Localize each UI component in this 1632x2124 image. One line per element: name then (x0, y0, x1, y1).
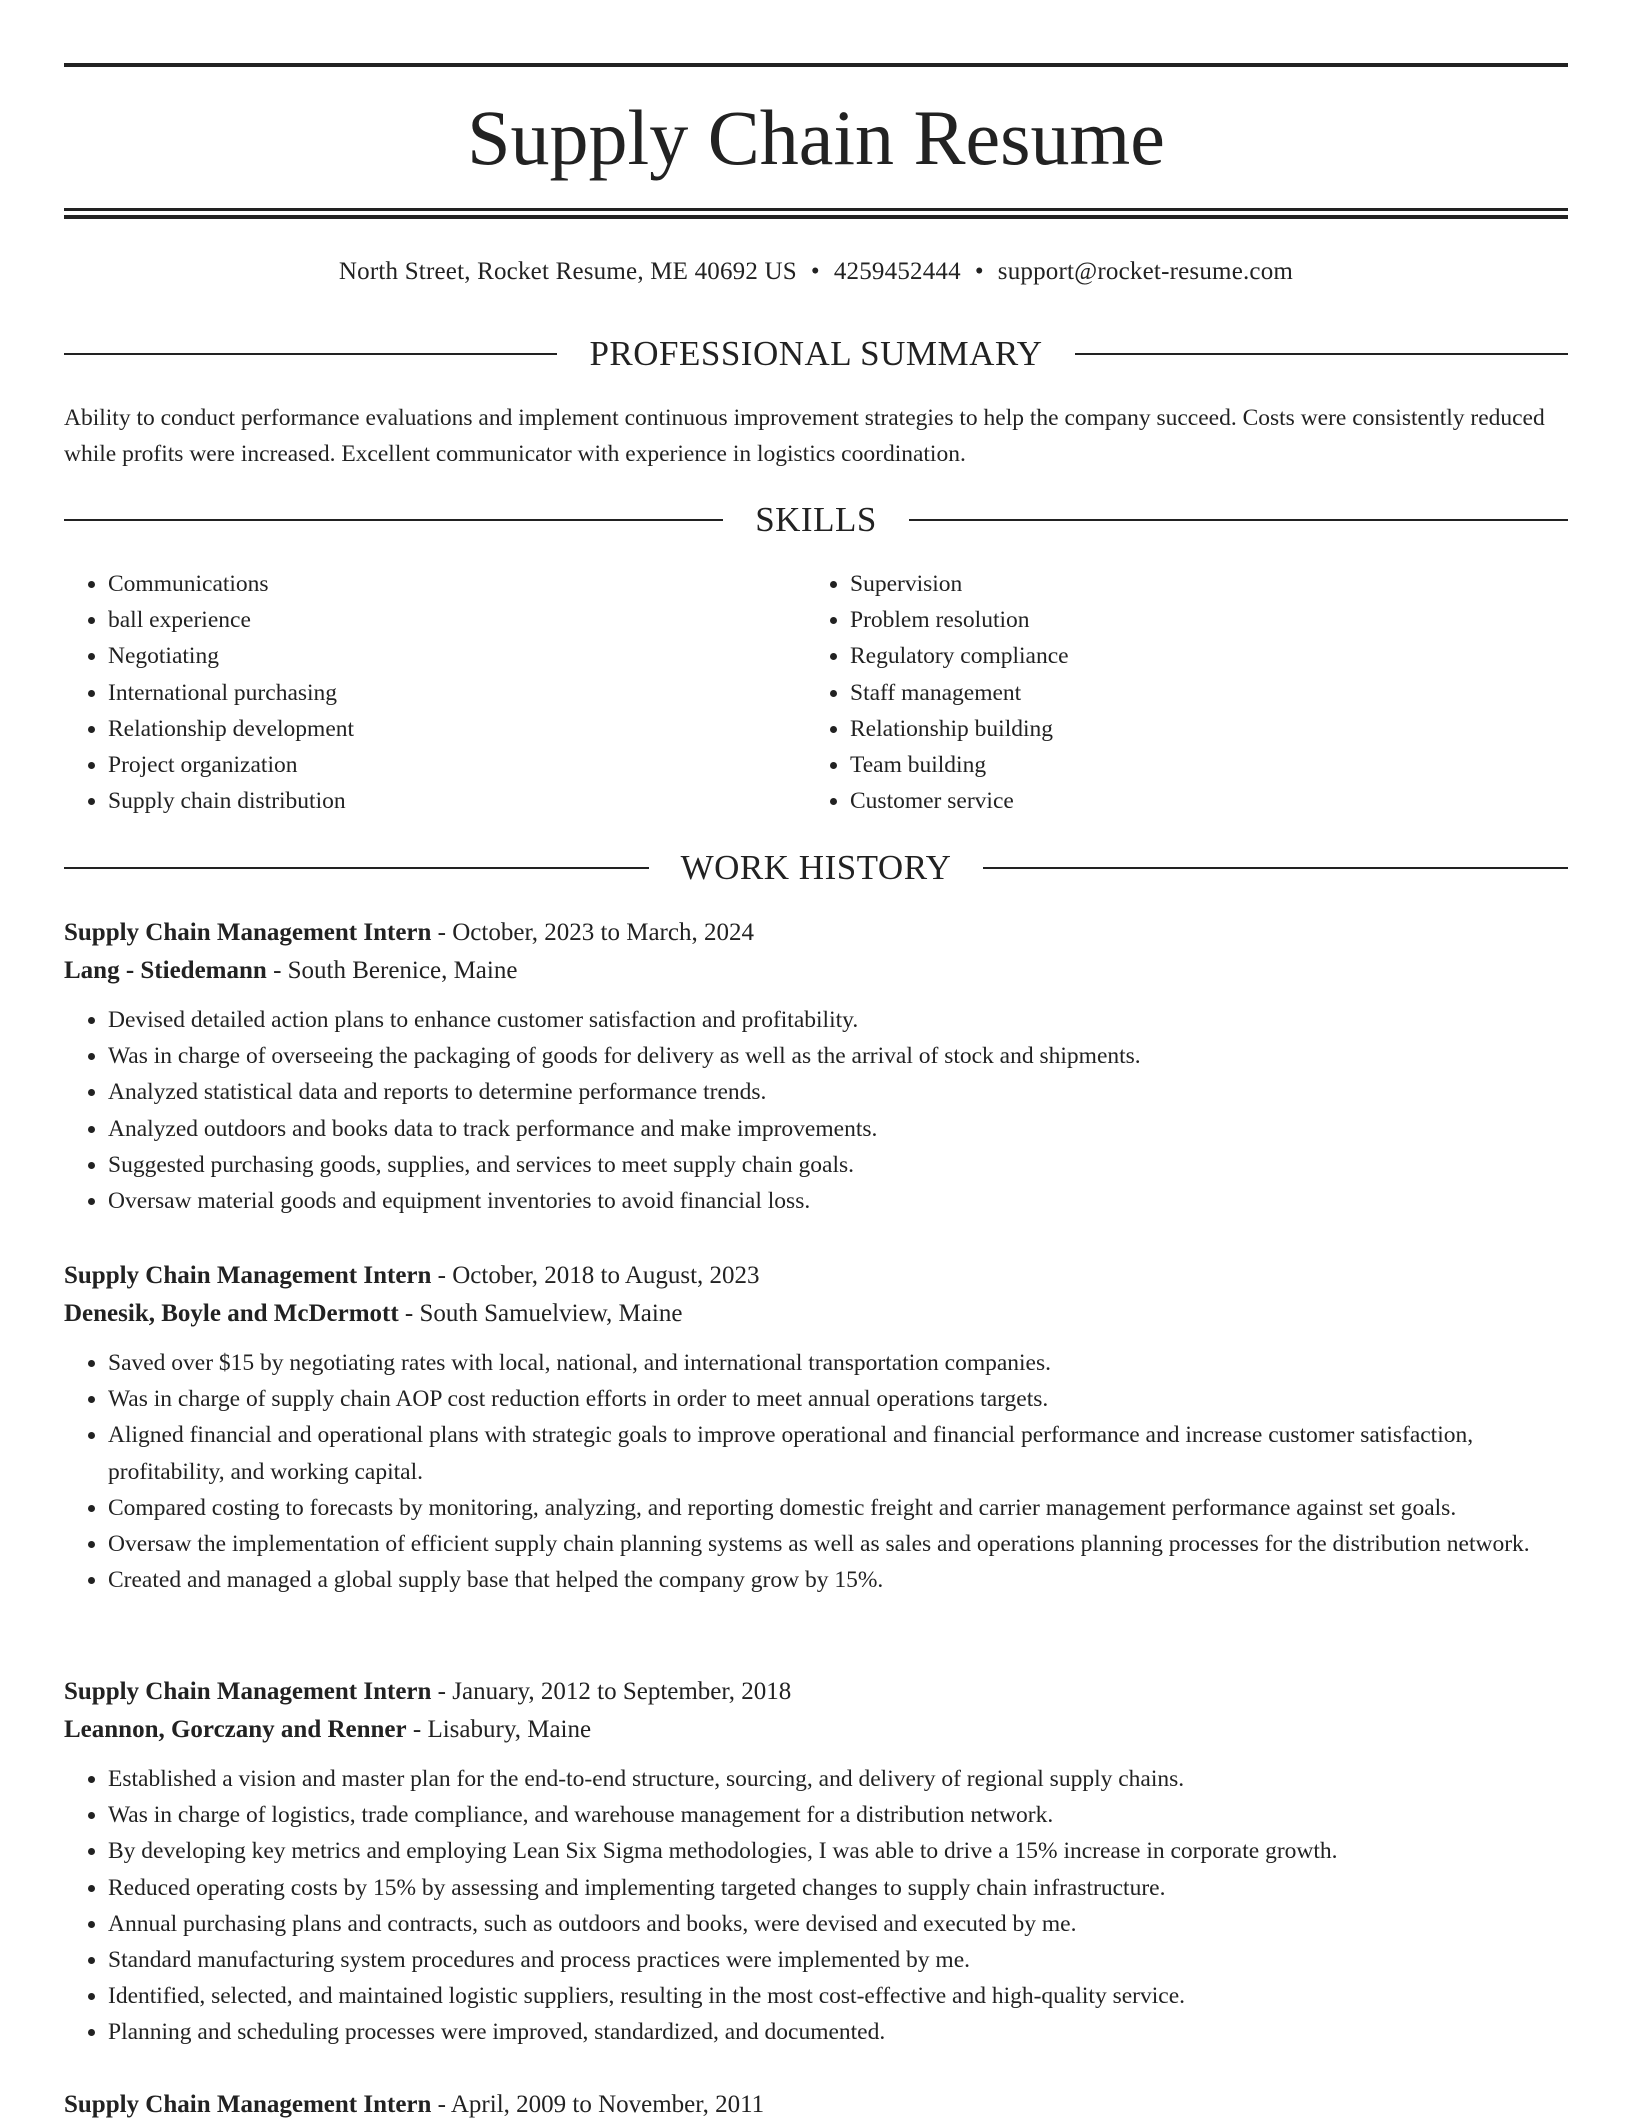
job-entry (64, 2086, 1568, 2124)
contact-separator: • (810, 258, 820, 285)
job-bullet: • Aligned financial and operational plans with strategic goals to improve operational and financial performance and increase customer satisfaction, profitability, and working capital. (108, 1417, 1568, 1489)
job-title: Supply Chain Management Intern (64, 1262, 432, 1289)
job-bullet: • Created and managed a global supply base that helped the company grow by 15%. (108, 1562, 1568, 1598)
job-company: Leannon, Gorczany and Renner (64, 1716, 407, 1743)
job-bullet: • Annual purchasing plans and contracts, such as outdoors and books, were devised and executed by me. (108, 1906, 1568, 1942)
job-bullet: • Established a vision and master plan for the end-to-end structure, sourcing, and delivery of regional supply chains. (108, 1761, 1568, 1797)
section-rule (983, 867, 1568, 869)
job-bullet: • Oversaw material goods and equipment inventories to avoid financial loss. (108, 1183, 1568, 1219)
job-company-line (64, 952, 1568, 990)
job-bullets (64, 1002, 1568, 1219)
contact-phone: 4259452444 (833, 258, 961, 285)
section-rule (64, 867, 649, 869)
section-heading-work-history (64, 846, 1568, 890)
job-company-line (64, 1711, 1568, 1749)
job-role-line (64, 2086, 1568, 2124)
job-title: Supply Chain Management Intern (64, 1678, 432, 1705)
job-bullet: • Compared costing to forecasts by monitoring, analyzing, and reporting domestic freight and carrier management performance against set goals. (108, 1490, 1568, 1526)
section-rule (909, 519, 1568, 521)
job-entry (64, 914, 1568, 1219)
job-entry (64, 1673, 1568, 2051)
job-location: - South Berenice, Maine (266, 957, 518, 984)
job-bullet: • Was in charge of logistics, trade compliance, and warehouse management for a distribution network. (108, 1797, 1568, 1833)
job-bullet: • Devised detailed action plans to enhance customer satisfaction and profitability. (108, 1002, 1568, 1038)
contact-address: North Street, Rocket Resume, ME 40692 US (338, 258, 797, 285)
section-heading-skills (64, 498, 1568, 542)
job-role-line (64, 1257, 1568, 1295)
job-company: Lang - Stiedemann (64, 957, 267, 984)
skills-column-right (806, 566, 1566, 819)
contact-separator: • (974, 258, 984, 285)
job-bullets (64, 1345, 1568, 1598)
job-bullet: • Saved over $15 by negotiating rates with local, national, and international transportation companies. (108, 1345, 1568, 1381)
job-title: Supply Chain Management Intern (64, 919, 432, 946)
skill-item: • Relationship building (850, 711, 1566, 747)
skill-item: • Relationship development (108, 711, 806, 747)
title-rule-lower (64, 215, 1568, 219)
job-bullet: • Planning and scheduling processes were improved, standardized, and documented. (108, 2014, 1568, 2050)
job-company: Denesik, Boyle and McDermott (64, 1300, 399, 1327)
job-location: - South Samuelview, Maine (398, 1300, 683, 1327)
job-bullet: • Was in charge of overseeing the packaging of goods for delivery as well as the arrival of stock and shipments. (108, 1038, 1568, 1074)
job-bullets (64, 1761, 1568, 2051)
skills-list (64, 566, 1568, 819)
job-bullet: • Was in charge of supply chain AOP cost reduction efforts in order to meet annual operations targets. (108, 1381, 1568, 1417)
skills-column-left (64, 566, 806, 819)
job-company-line (64, 1295, 1568, 1333)
section-title: SKILLS (755, 500, 877, 539)
contact-line (64, 254, 1568, 290)
skill-item: • Communications (108, 566, 806, 602)
section-rule (64, 353, 557, 355)
job-bullet: • By developing key metrics and employing Lean Six Sigma methodologies, I was able to drive a 15% increase in corporate growth. (108, 1833, 1568, 1869)
job-title: Supply Chain Management Intern (64, 2091, 432, 2118)
skill-item: • ball experience (108, 602, 806, 638)
summary-text: Ability to conduct performance evaluations and implement continuous improvement strategies to help the company succeed. Costs were consistently reduced while profits were increased. Excellent communicator with experience in logistics coordination. (64, 405, 1545, 467)
job-entry (64, 1257, 1568, 1598)
contact-email: support@rocket-resume.com (997, 258, 1294, 285)
job-dates: - January, 2012 to September, 2018 (431, 1678, 792, 1705)
skill-item: • Problem resolution (850, 602, 1566, 638)
skill-item: • International purchasing (108, 675, 806, 711)
resume-title: Supply Chain Resume (467, 94, 1165, 181)
section-rule (1075, 353, 1568, 355)
skill-item: • Staff management (850, 675, 1566, 711)
skill-item: • Regulatory compliance (850, 638, 1566, 674)
job-bullet: • Oversaw the implementation of efficient supply chain planning systems as well as sales and operations planning processes for the distribution network. (108, 1526, 1568, 1562)
job-bullet: • Standard manufacturing system procedures and process practices were implemented by me. (108, 1942, 1568, 1978)
job-bullet: • Suggested purchasing goods, supplies, and services to meet supply chain goals. (108, 1147, 1568, 1183)
skill-item: • Supervision (850, 566, 1566, 602)
skill-item: • Negotiating (108, 638, 806, 674)
section-title: PROFESSIONAL SUMMARY (589, 334, 1043, 373)
job-bullet: • Identified, selected, and maintained logistic suppliers, resulting in the most cost-effective and high-quality service. (108, 1978, 1568, 2014)
section-rule (64, 519, 723, 521)
section-heading-summary (64, 332, 1568, 376)
job-bullet: • Reduced operating costs by 15% by assessing and implementing targeted changes to supply chain infrastructure. (108, 1870, 1568, 1906)
job-dates: - April, 2009 to November, 2011 (431, 2091, 765, 2118)
section-title: WORK HISTORY (680, 848, 952, 887)
job-role-line (64, 914, 1568, 952)
job-role-line (64, 1673, 1568, 1711)
job-dates: - October, 2018 to August, 2023 (431, 1262, 760, 1289)
skill-item: • Team building (850, 747, 1566, 783)
skill-item: • Customer service (850, 783, 1566, 819)
skill-item: • Supply chain distribution (108, 783, 806, 819)
job-bullet: • Analyzed statistical data and reports to determine performance trends. (108, 1074, 1568, 1110)
title-rule-upper (64, 208, 1568, 211)
skill-item: • Project organization (108, 747, 806, 783)
job-location: - Lisabury, Maine (406, 1716, 592, 1743)
job-bullet: • Analyzed outdoors and books data to track performance and make improvements. (108, 1111, 1568, 1147)
top-rule (64, 63, 1568, 67)
job-dates: - October, 2023 to March, 2024 (431, 919, 754, 946)
